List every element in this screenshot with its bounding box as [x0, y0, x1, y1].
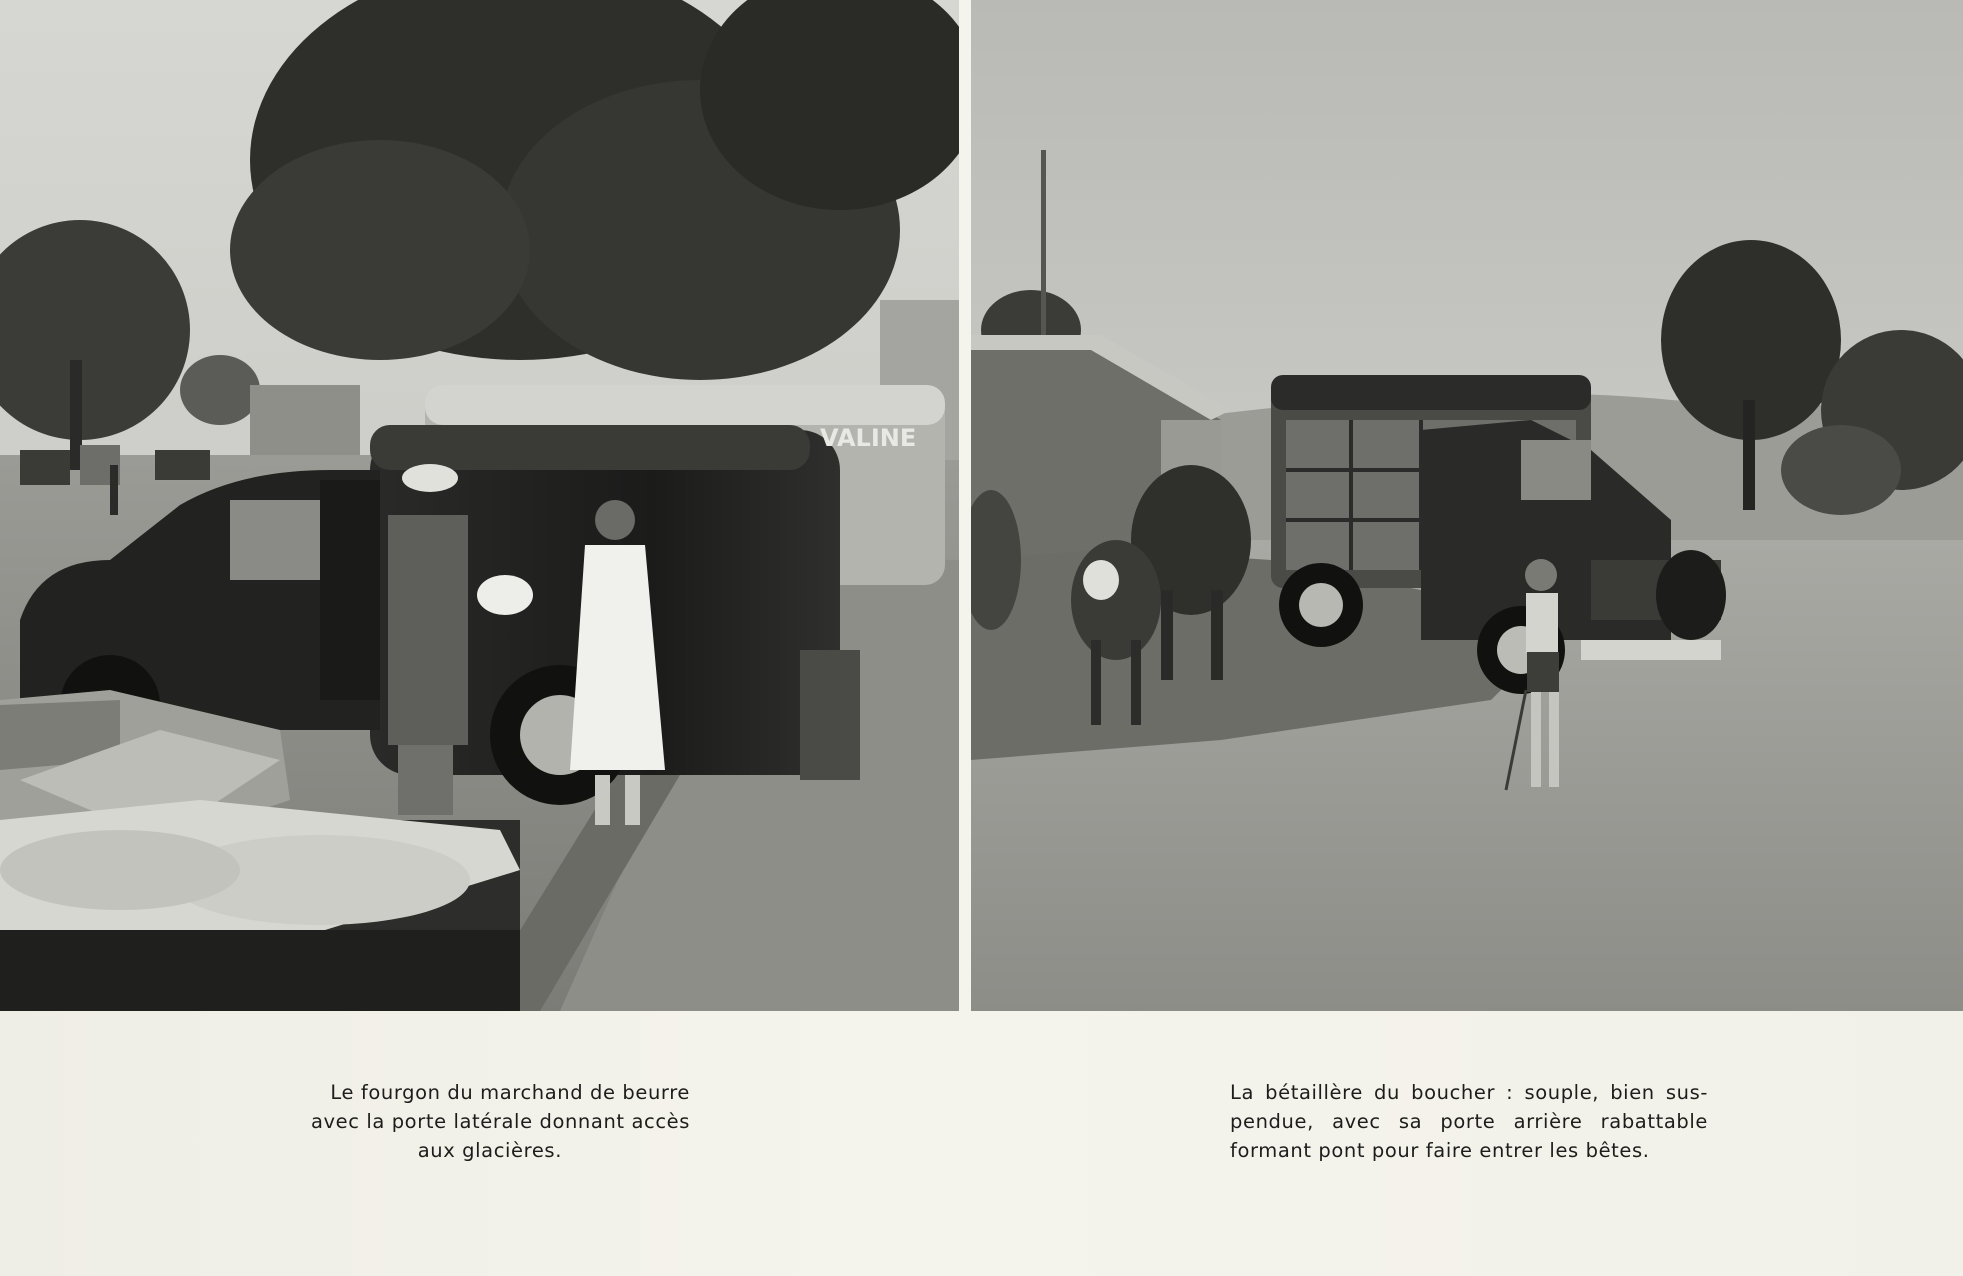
caption-line: pendue, avec sa porte arrière rabattable — [1230, 1110, 1708, 1133]
caption-line: avec la porte latérale donnant accès — [310, 1110, 690, 1133]
caption-line: Le fourgon du marchand de beurre — [330, 1081, 690, 1104]
caption-line: formant pont pour faire entrer les bêtes. — [1230, 1139, 1650, 1162]
caption-line: aux glacières. — [417, 1139, 562, 1162]
caption-line: La bétaillère du boucher : souple, bien sus- — [1230, 1081, 1708, 1104]
butter-van-photo-image — [0, 0, 959, 1011]
butter-van-caption — [270, 1078, 690, 1165]
butcher-truck-photo — [971, 0, 1963, 1011]
butter-van-photo — [0, 0, 959, 1011]
butcher-truck-photo-image — [971, 0, 1963, 1011]
van-sign-text: VALINE — [820, 424, 917, 452]
butcher-truck-caption — [1230, 1078, 1708, 1165]
